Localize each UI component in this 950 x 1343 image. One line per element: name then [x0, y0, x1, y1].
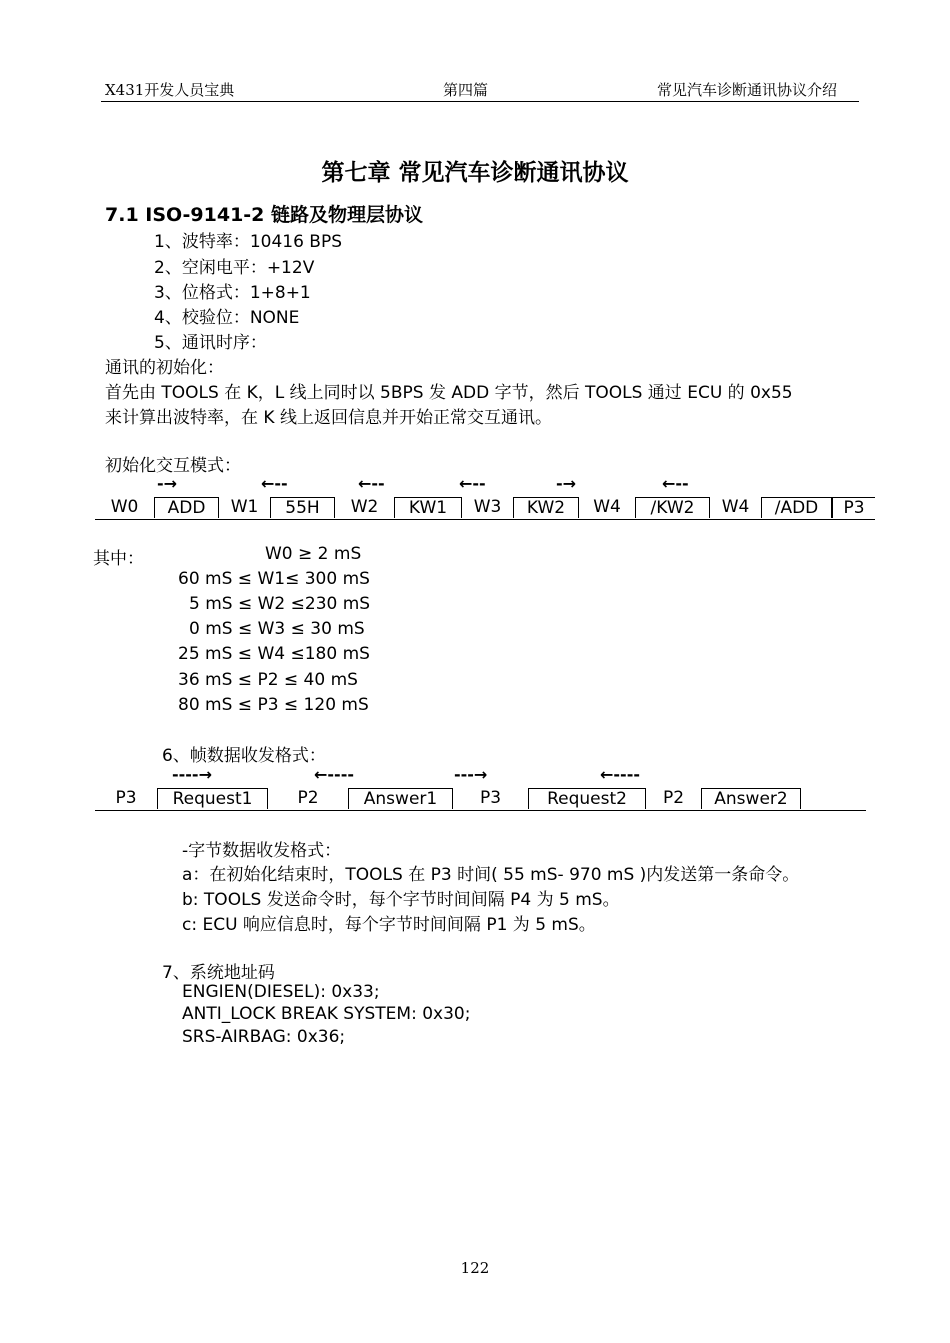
byte-item-c: c: ECU 响应信息时，每个字节时间间隔 P1 为 5 mS。	[182, 915, 596, 935]
frame-heading: 6、帧数据收发格式：	[162, 746, 326, 766]
frame-cell-p3: P3	[115, 788, 137, 808]
param-bit-format: 3、位格式：1+8+1	[154, 283, 311, 303]
timing-w3: 0 mS ≤ W3 ≤ 30 mS	[189, 619, 365, 639]
init-cell-w2: W2	[350, 497, 379, 517]
chapter-title: 第七章 常见汽车诊断通讯协议	[321, 160, 629, 186]
timing-p2: 36 mS ≤ P2 ≤ 40 mS	[178, 670, 358, 690]
init-text-line-1: 首先由 TOOLS 在 K，L 线上同时以 5BPS 发 ADD 字节，然后 TOOLS 通过 ECU 的 0x55	[105, 383, 793, 403]
init-mode-heading: 初始化交互模式：	[105, 456, 241, 476]
init-cell-w4: W4	[593, 497, 621, 517]
byte-item-a: a：在初始化结束时，TOOLS 在 P3 时间( 55 mS- 970 mS )内发送第一条命令。	[182, 865, 800, 885]
init-cell-w0: W0	[110, 497, 139, 517]
timing-w2: 5 mS ≤ W2 ≤230 mS	[189, 594, 371, 614]
byte-item-b: b: TOOLS 发送命令时，每个字节时间间隔 P4 为 5 mS。	[182, 890, 620, 910]
address-airbag: SRS-AIRBAG: 0x36;	[182, 1027, 346, 1047]
timing-label: 其中：	[93, 549, 144, 569]
timing-w1: 60 mS ≤ W1≤ 300 mS	[178, 569, 370, 589]
init-cell-p3: P3	[832, 497, 875, 518]
frame-arrow-4: ←----	[600, 765, 640, 784]
frame-cell-p2b: P2	[662, 788, 685, 808]
frame-cell-request2: Request2	[528, 788, 646, 809]
init-arrow-4: ←--	[459, 474, 486, 493]
init-sequence-timeline	[95, 497, 875, 520]
section-title: 7.1 ISO-9141-2 链路及物理层协议	[105, 204, 424, 226]
timing-w0: W0 ≥ 2 mS	[265, 544, 362, 564]
frame-cell-p2: P2	[297, 788, 319, 808]
frame-cell-answer1: Answer1	[348, 788, 453, 809]
init-heading: 通讯的初始化：	[105, 358, 224, 378]
init-cell-w1: W1	[230, 497, 259, 517]
page-number: 122	[460, 1259, 490, 1277]
frame-cell-p3b: P3	[479, 788, 502, 808]
frame-arrow-3: ---→	[454, 765, 488, 784]
init-cell-kw2: KW2	[513, 497, 579, 518]
address-heading: 7、系统地址码	[162, 963, 275, 983]
frame-arrow-2: ←----	[314, 765, 354, 784]
init-arrow-3: ←--	[358, 474, 385, 493]
init-cell-w3: W3	[473, 497, 502, 517]
frame-arrow-1: ----→	[172, 765, 212, 784]
init-cell-w4b: W4	[721, 497, 750, 517]
byte-heading: -字节数据收发格式：	[182, 841, 342, 861]
param-parity: 4、校验位：NONE	[154, 308, 300, 328]
init-cell-add: ADD	[154, 497, 219, 518]
address-engine: ENGIEN(DIESEL): 0x33;	[182, 982, 380, 1002]
header-rule	[101, 101, 859, 102]
init-text-line-2: 来计算出波特率，在 K 线上返回信息并开始正常交互通讯。	[105, 408, 552, 428]
init-arrow-5: -→	[556, 474, 577, 493]
address-abs: ANTI_LOCK BREAK SYSTEM: 0x30;	[182, 1004, 471, 1024]
init-arrow-1: -→	[157, 474, 178, 493]
init-cell-55h: 55H	[270, 497, 335, 518]
init-cell-nadd: /ADD	[761, 497, 832, 518]
param-baud-rate: 1、波特率：10416 BPS	[154, 232, 343, 252]
init-cell-kw1: KW1	[394, 497, 462, 518]
header-right: 常见汽车诊断通讯协议介绍	[657, 81, 838, 99]
param-idle-level: 2、空闲电平：+12V	[154, 258, 315, 278]
init-arrow-2: ←--	[261, 474, 288, 493]
frame-sequence-timeline	[95, 788, 866, 811]
init-arrow-6: ←--	[662, 474, 689, 493]
frame-cell-request1: Request1	[157, 788, 268, 809]
header-left: X431开发人员宝典	[105, 81, 235, 99]
timing-p3: 80 mS ≤ P3 ≤ 120 mS	[178, 695, 369, 715]
header-center: 第四篇	[443, 81, 489, 99]
init-cell-nkw2: /KW2	[635, 497, 710, 518]
param-timing: 5、通讯时序：	[154, 333, 267, 353]
frame-cell-answer2: Answer2	[701, 788, 801, 809]
timing-w4: 25 mS ≤ W4 ≤180 mS	[178, 644, 370, 664]
